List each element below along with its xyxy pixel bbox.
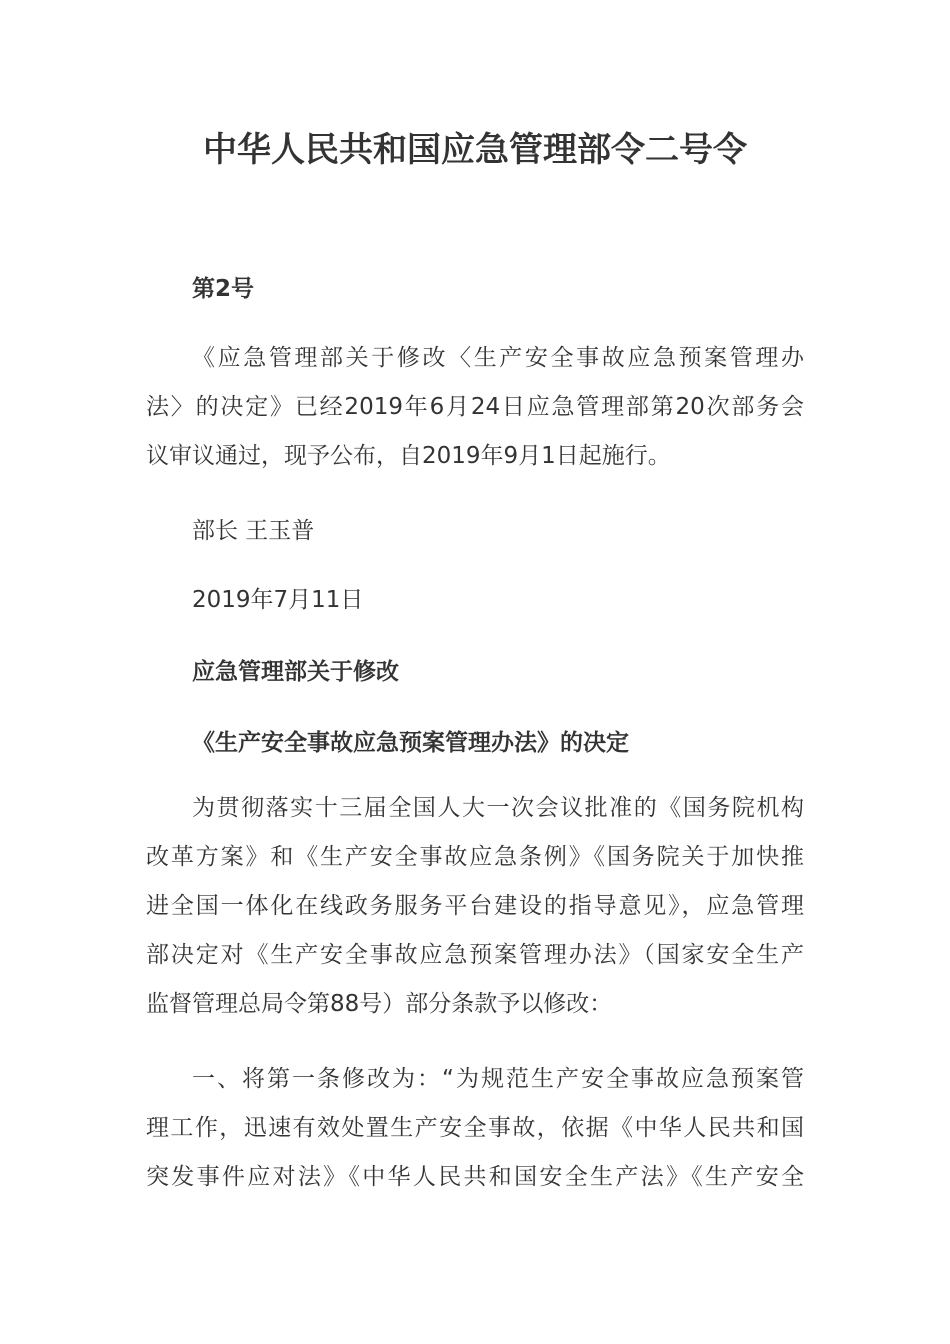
text-line: 进全国一体化在线政务服务平台建设的指导意见》，应急管理 [146, 893, 804, 919]
document-title: 中华人民共和国应急管理部令二号令 [203, 130, 747, 170]
text-line: 议审议通过，现予公布，自2019年9月1日起施行。 [146, 443, 671, 469]
document-date: 2019年7月11日 [192, 587, 364, 613]
text-line: 《应急管理部关于修改〈生产安全事故应急预案管理办 [192, 345, 804, 371]
announcement-paragraph [146, 334, 804, 481]
decision-heading-line-1: 应急管理部关于修改 [192, 659, 399, 685]
signature: 部长 王玉普 [192, 518, 315, 544]
text-line: 法〉的决定》已经2019年6月24日应急管理部第20次部务会 [146, 394, 804, 420]
order-number: 第2号 [192, 276, 255, 302]
text-line: 为贯彻落实十三届全国人大一次会议批准的《国务院机构 [192, 795, 804, 821]
text-line: 理工作，迅速有效处置生产安全事故，依据《中华人民共和国 [146, 1115, 804, 1141]
text-line: 改革方案》和《生产安全事故应急条例》《国务院关于加快推 [146, 844, 804, 870]
preamble-paragraph [146, 784, 804, 1029]
text-line: 监督管理总局令第88号）部分条款予以修改： [146, 991, 613, 1017]
text-line: 一、将第一条修改为：“为规范生产安全事故应急预案管 [192, 1066, 804, 1092]
amendment-item-one [146, 1055, 804, 1202]
decision-heading-line-2: 《生产安全事故应急预案管理办法》的决定 [192, 730, 629, 756]
text-line: 部决定对《生产安全事故应急预案管理办法》（国家安全生产 [146, 942, 804, 968]
text-line: 突发事件应对法》《中华人民共和国安全生产法》《生产安全 [146, 1164, 804, 1190]
